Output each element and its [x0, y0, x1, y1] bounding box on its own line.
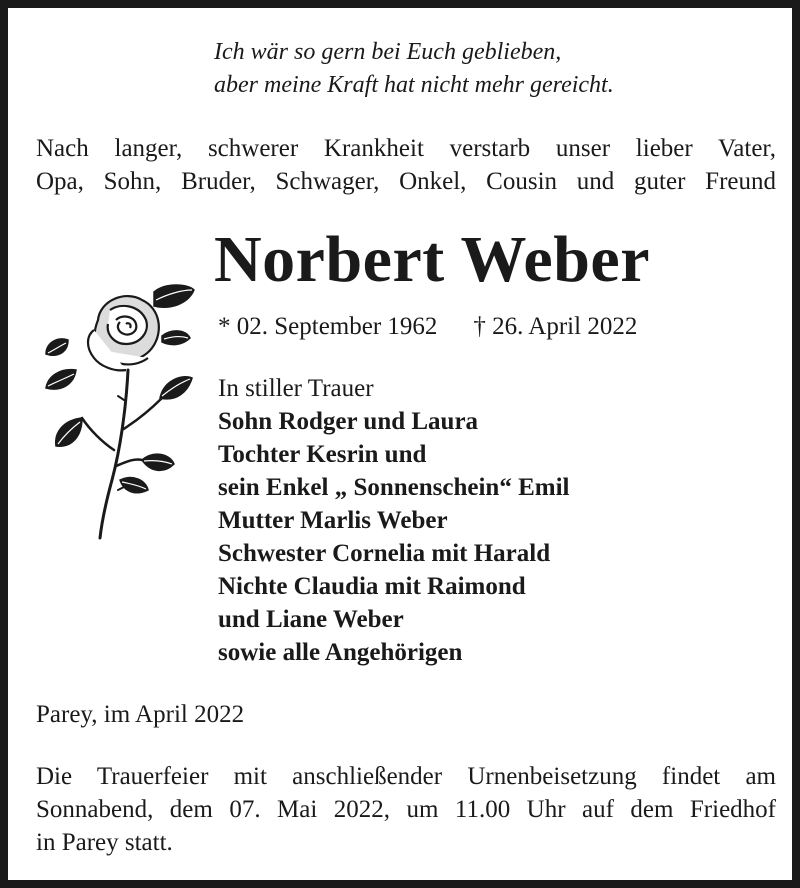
mourner: Schwester Cornelia mit Harald	[218, 540, 551, 567]
death-announcement	[36, 132, 776, 198]
funeral-line: in Parey statt.	[36, 829, 173, 856]
mourner: Sohn Rodger und Laura	[218, 408, 479, 435]
funeral-details	[36, 760, 776, 859]
mourner: Mutter Marlis Weber	[218, 507, 448, 534]
funeral-line: Die Trauerfeier mit anschließender Urnenbeisetzung findet am	[36, 763, 776, 790]
place-and-date: Parey, im April 2022	[36, 701, 245, 728]
life-dates	[218, 310, 778, 344]
mourner: sein Enkel „ Sonnenschein“ Emil	[218, 474, 570, 501]
mourner: und Liane Weber	[218, 606, 404, 633]
mourner: Nichte Claudia mit Raimond	[218, 573, 526, 600]
mourner: sowie alle Angehörigen	[218, 639, 463, 666]
quote-line: Ich wär so gern bei Euch geblieben,	[214, 39, 562, 65]
mourner: Tochter Kesrin und	[218, 441, 427, 468]
birth-date: * 02. September 1962	[218, 313, 438, 340]
rose-icon	[42, 280, 198, 542]
funeral-line: Sonnabend, dem 07. Mai 2022, um 11.00 Uhr auf dem Friedhof	[36, 796, 776, 823]
mourning-phrase: In stiller Trauer	[218, 375, 374, 402]
mourners-list	[218, 372, 778, 669]
death-date: † 26. April 2022	[473, 313, 638, 340]
announcement-line: Opa, Sohn, Bruder, Schwager, Onkel, Cousin und guter Freund	[36, 168, 776, 195]
memorial-quote	[214, 36, 774, 102]
quote-line: aber meine Kraft hat nicht mehr gereicht.	[214, 72, 614, 98]
announcement-line: Nach langer, schwerer Krankheit verstarb unser lieber Vater,	[36, 135, 776, 162]
deceased-name: Norbert Weber	[214, 223, 650, 296]
